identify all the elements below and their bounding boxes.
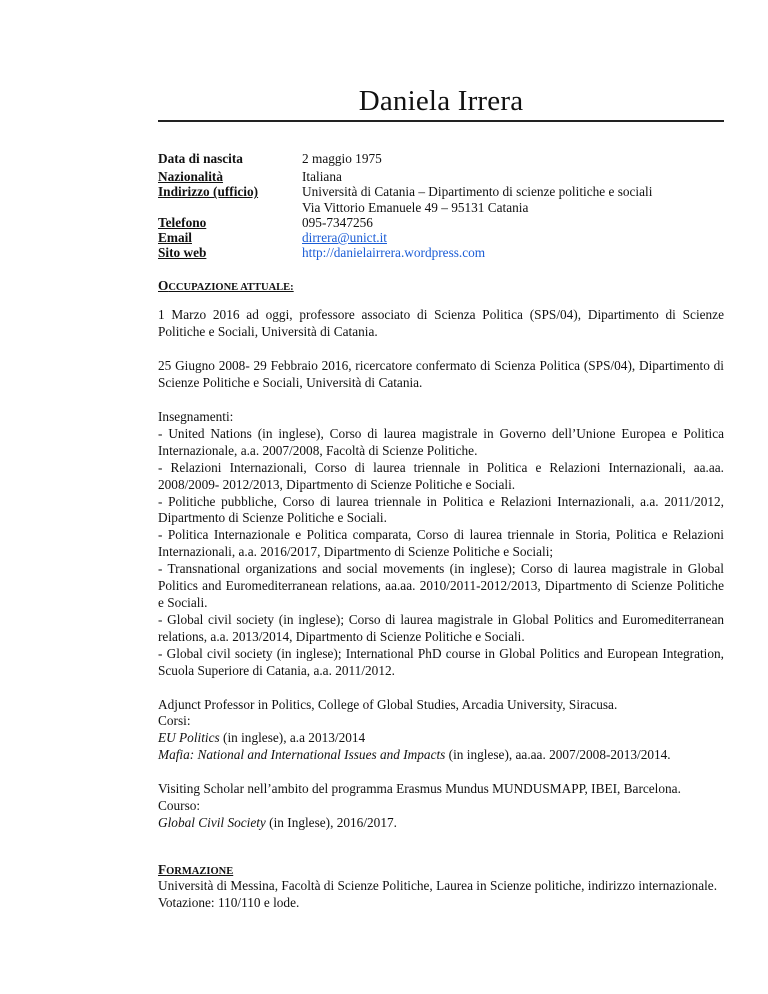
cv-name-title: Daniela Irrera [358, 85, 524, 117]
nationality-label: Nazionalità [158, 169, 224, 185]
occupazione-p1: 1 Marzo 2016 ad oggi, professore associato di Scienza Politica (SPS/04), Dipartimento di Scienze Politiche e Sociali, Università di Catania. [158, 307, 724, 340]
formazione-heading-rest: ORMAZIONE [166, 865, 234, 877]
birthdate-value: 2 maggio 1975 [302, 151, 382, 166]
corso-2-title: Mafia: National and International Issues and Impacts [158, 747, 446, 763]
insegnamento-item: - Politiche pubbliche, Corso di laurea triennale in Politica e Relazioni Internazionali, a.a. 2011/2012, Dipartmento di Scienze Politiche e Sociali. [158, 493, 724, 526]
corso-2-rest: (in inglese), aa.aa. 2007/2008-2013/2014. [445, 747, 671, 763]
courso-title: Courso: [158, 798, 201, 814]
info-row-email [158, 230, 724, 245]
info-row-address [158, 184, 724, 214]
info-row-birthdate [158, 151, 724, 166]
adjunct-text: Adjunct Professor in Politics, College of Global Studies, Arcadia University, Siracusa. [158, 696, 618, 712]
email-value-cell [302, 230, 724, 245]
nationality-value: Italiana [302, 169, 342, 185]
formazione-heading [158, 862, 724, 878]
title-rule [158, 120, 724, 122]
personal-info [158, 151, 724, 260]
cv-page [158, 0, 724, 912]
address-line-1: Università di Catania – Dipartimento di scienze politiche e sociali [302, 184, 653, 200]
formazione-heading-first: F [158, 861, 167, 877]
insegnamento-item: - United Nations (in inglese), Corso di laurea magistrale in Governo dell’Unione Europea e Politica Internazionale, a.a. 2007/2008, Facoltà di Scienze Politiche. [158, 425, 724, 458]
corso-1-title: EU Politics [158, 730, 220, 746]
website-link[interactable]: http://danielairrera.wordpress.com [302, 245, 486, 261]
corso-2 [158, 747, 724, 764]
occupazione-heading-rest: CCUPAZIONE ATTUALE: [168, 282, 294, 294]
info-row-nationality [158, 169, 724, 184]
occupazione-p2: 25 Giugno 2008- 29 Febbraio 2016, ricercatore confermato di Scienza Politica (SPS/04), Dipartimento di Scienze Politiche e Sociali, Università di Catania. [158, 358, 724, 391]
phone-value: 095-7347256 [302, 214, 373, 230]
insegnamenti-title: Insegnamenti: [158, 409, 234, 425]
courso-1-title: Global Civil Society [158, 814, 266, 830]
info-row-website [158, 245, 724, 260]
address-line-2: Via Vittorio Emanuele 49 – 95131 Catania [302, 199, 529, 215]
insegnamento-item: - Transnational organizations and social movements (in inglese); Corso di laurea magistrale in Global Politics and Euromediterranean relations, aa.aa. 2010/2011-2012/2013, Dipartmento di Scienze Politiche e Sociali. [158, 561, 724, 611]
occupazione-heading-first: O [158, 278, 169, 294]
email-label: Email [158, 230, 192, 246]
corso-1 [158, 730, 724, 747]
corso-1-rest: (in inglese), a.a 2013/2014 [219, 730, 366, 746]
courso-1 [158, 815, 724, 832]
insegnamento-item: - Global civil society (in inglese); International PhD course in Global Politics and European Integration, Scuola Superiore di Catania, a.a. 2011/2012. [158, 645, 724, 678]
formazione-text: Università di Messina, Facoltà di Scienze Politiche, Laurea in Scienze politiche, indirizzo internazionale. Votazione: 110/110 e lode. [158, 877, 718, 910]
phone-label: Telefono [158, 214, 207, 230]
email-link[interactable]: dirrera@unict.it [302, 230, 387, 246]
birthdate-label: Data di nascita [158, 151, 243, 166]
website-label: Sito web [158, 245, 207, 261]
corsi-title: Corsi: [158, 713, 191, 729]
courso-1-rest: (in Inglese), 2016/2017. [265, 814, 397, 830]
visiting-text: Visiting Scholar nell’ambito del programma Erasmus Mundus MUNDUSMAPP, IBEI, Barcelona. [158, 781, 681, 797]
insegnamento-item: - Global civil society (in inglese); Corso di laurea magistrale in Global Politics and Euromediterranean relations, a.a. 2013/2014, Dipartmento di Scienze Politiche e Sociali. [158, 611, 724, 644]
address-label: Indirizzo (ufficio) [158, 184, 259, 200]
occupazione-heading [158, 278, 724, 294]
website-value-cell [302, 245, 724, 260]
address-value [302, 184, 724, 214]
info-row-phone [158, 215, 724, 230]
insegnamento-item: - Politica Internazionale e Politica comparata, Corso di laurea triennale in Storia, Politica e Relazioni Internazionali, a.a. 2016/2017, Dipartmento di Scienze Politiche e Sociali; [158, 527, 724, 560]
insegnamento-item: - Relazioni Internazionali, Corso di laurea triennale in Politica e Relazioni Internazionali, aa.aa. 2008/2009- 2012/2013, Dipartmento di Scienze Politiche e Sociali. [158, 459, 724, 492]
